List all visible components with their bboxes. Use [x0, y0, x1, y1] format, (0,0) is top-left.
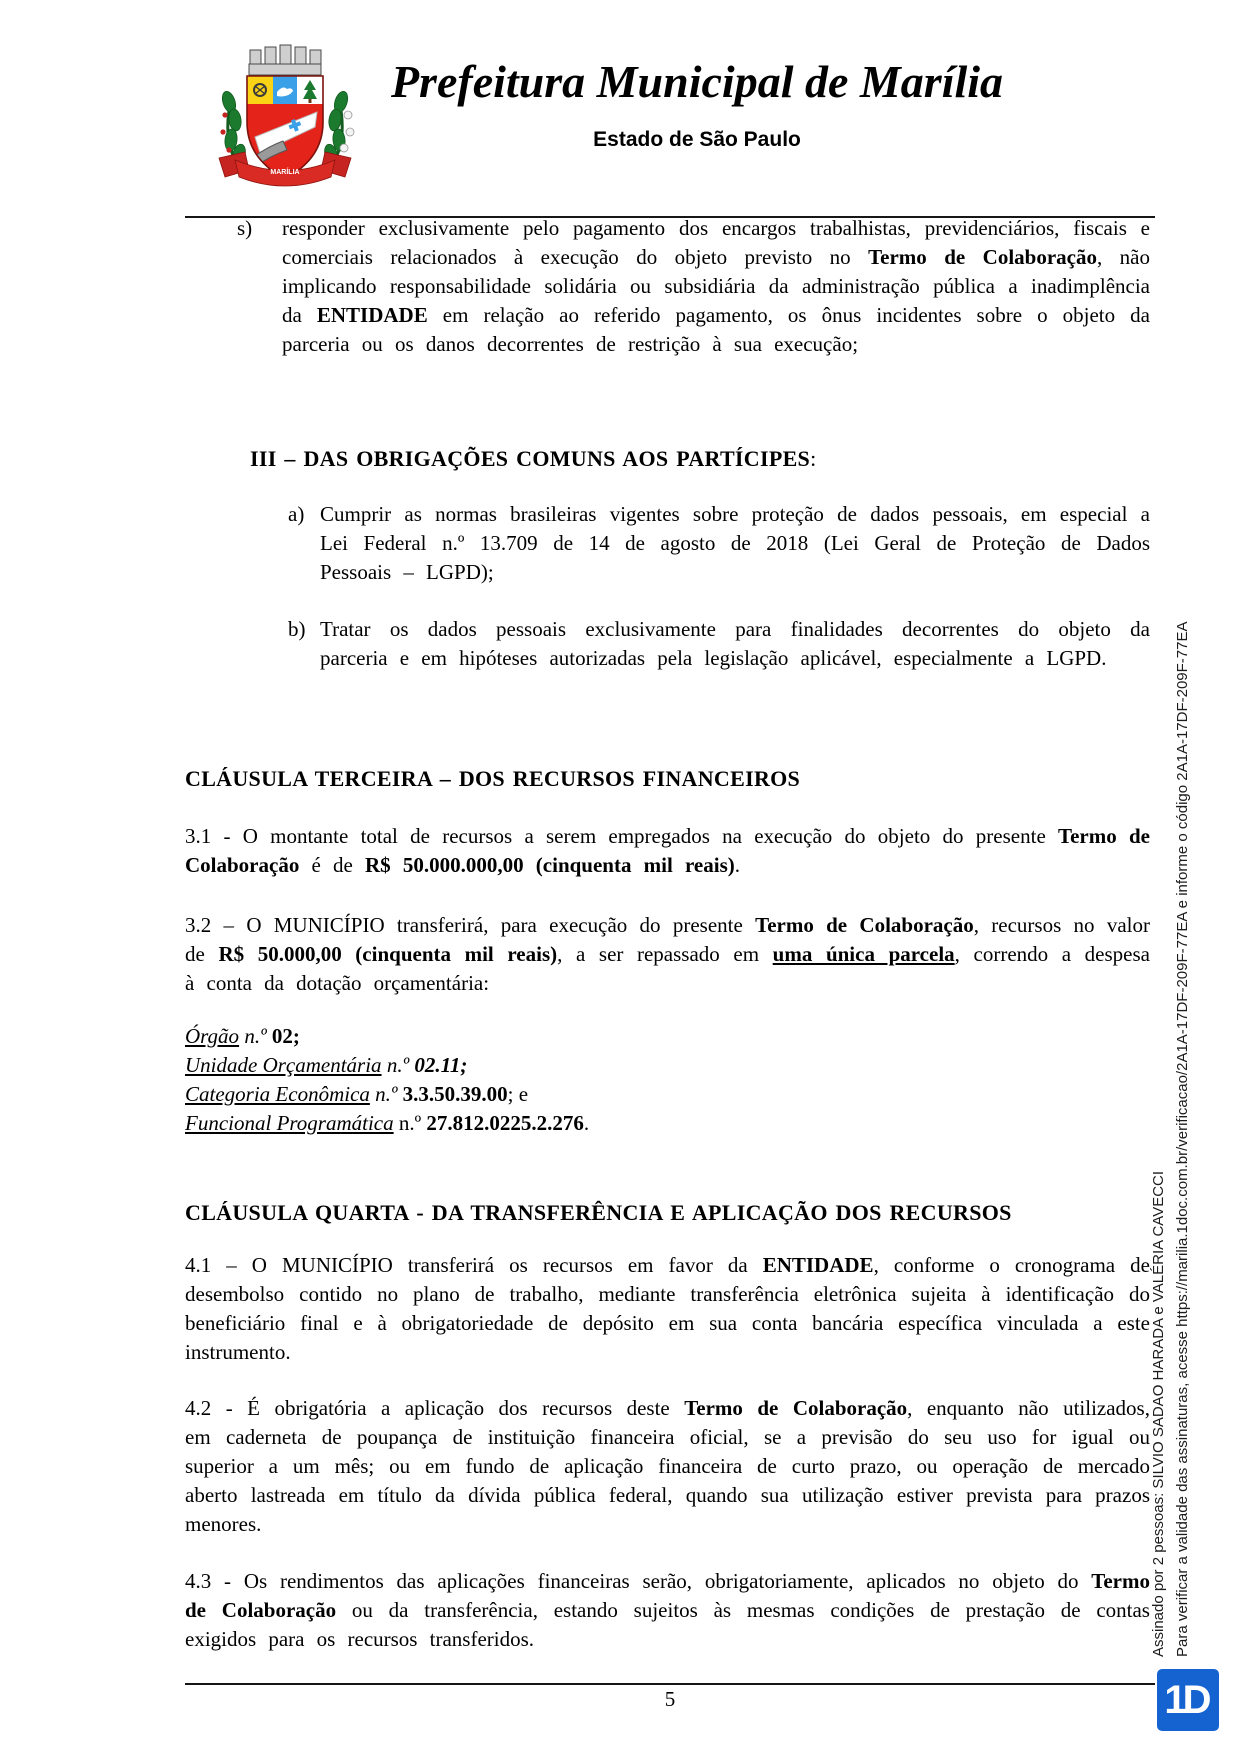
paragraph-4-2: 4.2 - É obrigatória a aplicação dos recursos deste Termo de Colaboração, enquanto não utilizados, em caderneta de poupança de instituição financeira oficial, se a previsão do seu uso for igual ou superior a um mês; ou em fundo de aplicação financeira de curto prazo, ou operação de mercado aberto lastreada em título da dívida pública federal, quando sua utilização estiver prevista para prazos menores. — [185, 1396, 1150, 1536]
signature-attestation-text: Assinado por 2 pessoas: SILVIO SADAO HARADA e VALÉRIA CAVECCI — [1150, 1170, 1167, 1657]
signature-verification-text: Para verificar a validade das assinaturas, acesse https://marilia.1doc.com.br/verificacao/2A1A-17DF-209F-77EA e informe o código 2A1A-17DF-209F-77EA — [1174, 621, 1191, 1657]
letterhead-title: Prefeitura Municipal de Marília — [390, 56, 1004, 107]
budget-line-categoria: Categoria Econômica n.º 3.3.50.39.00; e — [185, 1082, 529, 1106]
list-item-s-marker: s) — [237, 216, 253, 240]
list-item-a-marker: a) — [288, 502, 305, 526]
crest-ribbon-text: MARÍLIA — [270, 169, 300, 176]
list-item-s — [185, 214, 1150, 359]
list-item-b — [185, 615, 1150, 673]
list-item-b-text: Tratar os dados pessoais exclusivamente para finalidades decorrentes do objeto da parceria e em hipóteses autorizadas pela legislação aplicável, especialmente a LGPD. — [320, 617, 1150, 670]
clause-four-heading: CLÁUSULA QUARTA - DA TRANSFERÊNCIA E APLICAÇÃO DOS RECURSOS — [185, 1200, 1012, 1225]
budget-line-orgao: Órgão n.º 02; — [185, 1024, 300, 1048]
page-number: 5 — [664, 1687, 676, 1711]
budget-line-unidade: Unidade Orçamentária n.º 02.11; — [185, 1053, 468, 1077]
onedoc-logo-icon — [1157, 1669, 1219, 1731]
paragraph-3-1: 3.1 - O montante total de recursos a serem empregados na execução do objeto do presente Termo de Colaboração é de R$ 50.000.000,00 (cinquenta mil reais). — [185, 824, 1150, 877]
paragraph-4-3: 4.3 - Os rendimentos das aplicações financeiras serão, obrigatoriamente, aplicados no objeto do Termo de Colaboração ou da transferência, estando sujeitos às mesmas condições de prestação de contas exigidos para os recursos transferidos. — [185, 1569, 1150, 1651]
list-item-a-text: Cumprir as normas brasileiras vigentes sobre proteção de dados pessoais, em especial a Lei Federal n.º 13.709 de 14 de agosto de 2018 (Lei Geral de Proteção de Dados Pessoais – LGPD); — [320, 502, 1150, 584]
paragraph-3-2: 3.2 – O MUNICÍPIO transferirá, para execução do presente Termo de Colaboração, recursos no valor de R$ 50.000,00 (cinquenta mil reais), a ser repassado em uma única parcela, correndo a despesa à conta da dotação orçamentária: — [185, 913, 1150, 995]
onedoc-logo-glyph: 1D — [1164, 1677, 1208, 1722]
budget-allocation-list — [185, 1022, 1150, 1138]
list-item-b-marker: b) — [288, 617, 306, 641]
clause-three-heading: CLÁUSULA TERCEIRA – DOS RECURSOS FINANCEIROS — [185, 766, 801, 791]
crest-crown — [249, 45, 321, 75]
list-item-s-text: responder exclusivamente pelo pagamento dos encargos trabalhistas, previdenciários, fiscais e comerciais relacionados à execução do objeto previsto no Termo de Colaboração, não implicando responsabilidade solidária ou subsidiária da administração pública a inadimplência da ENTIDADE em relação ao referido pagamento, os ônus incidentes sobre o objeto da parceria ou os danos decorrentes de restrição à sua execução; — [282, 216, 1150, 356]
paragraph-4-1: 4.1 – O MUNICÍPIO transferirá os recursos em favor da ENTIDADE, conforme o cronograma de desembolso contido no plano de trabalho, mediante transferência eletrônica sujeita à identificação do beneficiário final e à obrigatoriedade de depósito em sua conta bancária específica vinculada a este instrumento. — [185, 1253, 1150, 1364]
footer-rule — [185, 1683, 1155, 1685]
budget-line-funcional: Funcional Programática n.º 27.812.0225.2.276. — [185, 1111, 590, 1135]
list-item-a — [185, 500, 1150, 587]
letterhead-subtitle: Estado de São Paulo — [593, 128, 801, 151]
section-heading-iii: III – DAS OBRIGAÇÕES COMUNS AOS PARTÍCIPES: — [250, 446, 817, 471]
coat-of-arms-logo — [203, 40, 367, 190]
